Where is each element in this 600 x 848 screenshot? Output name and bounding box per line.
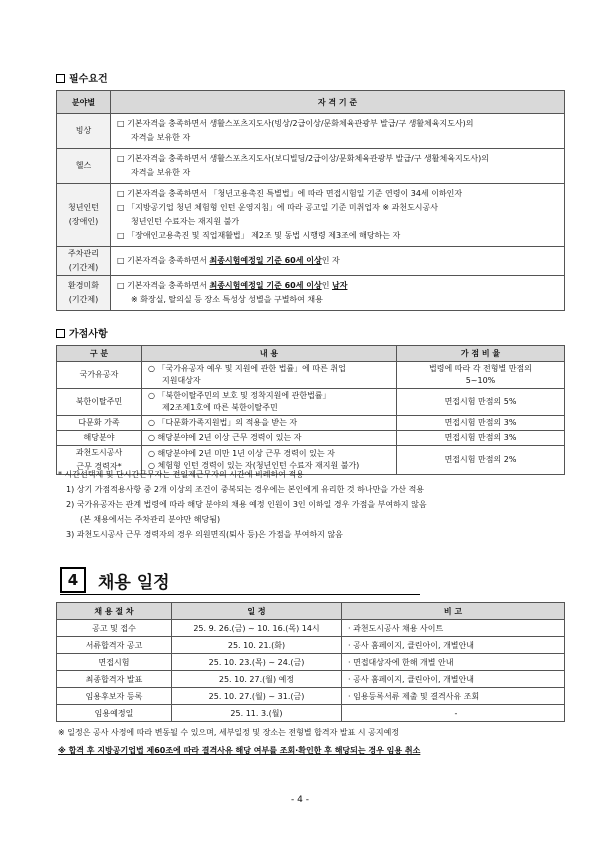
schedule-row xyxy=(57,705,565,722)
bonus-content-cell xyxy=(142,389,397,416)
bonus-row xyxy=(57,389,565,416)
schedule-step-cell xyxy=(57,705,172,722)
schedule-row xyxy=(57,654,565,671)
schedule-step: 공고 및 접수 xyxy=(92,623,136,633)
requirements-field-label: 청년인턴 xyxy=(68,203,99,212)
requirements-criteria-cell xyxy=(111,114,565,149)
requirements-header-criteria: 자 격 기 준 xyxy=(111,91,565,114)
criteria-line xyxy=(117,215,558,229)
bonus-content-cell xyxy=(142,416,397,431)
chapter-title: 채용 일정 xyxy=(98,573,170,593)
bonus-category-label: 해당분야 xyxy=(83,433,115,442)
bonus-content-line: ○ 해당분야에 2년 미만 1년 이상 근무 경력이 있는 자 xyxy=(148,449,335,458)
bonus-rate-value: 5~10% xyxy=(465,376,496,385)
schedule-date: 25. 10. 27.(월) 예정 xyxy=(218,674,295,684)
bonus-rate-cell xyxy=(397,362,565,389)
bonus-rate-cell xyxy=(397,431,565,446)
bonus-content-line: ○ 「국가유공자 예우 및 지원에 관한 법률」에 따른 취업 xyxy=(148,364,346,373)
schedule-step-cell xyxy=(57,688,172,705)
schedule-table xyxy=(56,602,565,722)
schedule-step: 면접시험 xyxy=(98,657,130,667)
schedule-row xyxy=(57,688,565,705)
schedule-remark: · 공사 홈페이지, 클린아이, 개별안내 xyxy=(348,640,474,650)
bonus-rate-value: 면접시험 만점의 5% xyxy=(444,397,517,406)
schedule-date: 25. 9. 26.(금) ~ 10. 16.(목) 14시 xyxy=(193,623,320,633)
criteria-text: 자격을 보유한 자 xyxy=(131,133,191,142)
schedule-row xyxy=(57,671,565,688)
disqualification-footnote: ※ 합격 후 지방공기업법 제60조에 따라 결격사유 해당 여부를 조회·확인한 후 해당되는 경우 임용 취소 xyxy=(58,746,421,755)
schedule-step-cell xyxy=(57,671,172,688)
criteria-text: 자격을 보유한 자 xyxy=(131,168,191,177)
bonus-table xyxy=(56,345,565,475)
requirements-criteria-cell xyxy=(111,276,565,311)
schedule-date-cell xyxy=(172,705,342,722)
schedule-remark: · 임용등록서류 제출 및 결격사유 조회 xyxy=(348,691,480,701)
bonus-content-line: ○ 「북한이탈주민의 보호 및 정착지원에 관한법률」 xyxy=(148,391,331,400)
bonus-rate-value: 면접시험 만점의 3% xyxy=(444,418,517,427)
bonus-category-label: 근무 경력자* xyxy=(76,462,122,471)
schedule-step: 서류합격자 공고 xyxy=(85,640,143,650)
schedule-remark: - xyxy=(454,708,458,718)
criteria-line xyxy=(117,152,558,166)
criteria-line xyxy=(117,117,558,131)
criteria-text: 인 xyxy=(321,281,332,290)
section-bonus-heading: 가점사항 xyxy=(56,325,108,340)
requirements-criteria-cell xyxy=(111,184,565,247)
bonus-category-label: 북한이탈주민 xyxy=(75,397,123,406)
schedule-date-cell xyxy=(172,637,342,654)
bonus-header-category: 구 분 xyxy=(57,346,142,362)
schedule-header-step: 채 용 절 차 xyxy=(57,603,172,620)
criteria-text: □ 「장애인고용촉진 및 직업재활법」 제2조 및 동법 시행령 제3조에 해당하는 자 xyxy=(117,231,401,240)
bonus-header-rate: 가 점 비 율 xyxy=(397,346,565,362)
requirements-field-cell xyxy=(57,149,111,184)
page-number: - 4 - xyxy=(291,795,309,805)
bonus-content-cell xyxy=(142,362,397,389)
criteria-text: 인 자 xyxy=(321,256,340,265)
bonus-category-label: 과천도시공사 xyxy=(75,448,123,457)
checkbox-square-icon xyxy=(56,74,65,83)
bonus-content-line: 지원대상자 xyxy=(162,376,201,385)
bonus-note: (본 채용에서는 주차관리 분야만 해당됨) xyxy=(80,515,221,524)
requirements-row xyxy=(57,184,565,247)
schedule-step-cell xyxy=(57,654,172,671)
criteria-text: 남자 xyxy=(331,281,348,290)
schedule-remark-cell xyxy=(342,705,565,722)
bonus-category-label: 국가유공자 xyxy=(79,370,119,379)
bonus-content-line: ○ 체험형 인턴 경력이 있는 자(청년인턴 수료자 재지원 불가) xyxy=(148,461,360,470)
bonus-note: * 시간선택제 및 단시간근무자는 전일제근무자의 시간에 비례하여 적용 xyxy=(58,470,304,479)
criteria-text: ※ 화장실, 탈의실 등 장소 특성상 성별을 구별하여 채용 xyxy=(131,295,323,304)
requirements-field-label: 주차관리 xyxy=(68,249,99,258)
bonus-rate-cell xyxy=(397,389,565,416)
bonus-content-cell xyxy=(142,431,397,446)
schedule-date-cell xyxy=(172,688,342,705)
bonus-notes xyxy=(58,467,427,542)
bonus-row xyxy=(57,431,565,446)
schedule-remark-cell xyxy=(342,654,565,671)
bonus-category-cell xyxy=(57,416,142,431)
schedule-header-remark: 비 고 xyxy=(342,603,565,620)
bonus-category-cell xyxy=(57,389,142,416)
schedule-step-cell xyxy=(57,620,172,637)
requirements-field-label: (기간제) xyxy=(68,263,99,272)
schedule-date: 25. 10. 27.(월) ~ 31.(금) xyxy=(208,691,305,701)
chapter-number: 4 xyxy=(60,567,86,593)
schedule-step: 임용후보자 등록 xyxy=(85,691,143,701)
requirements-criteria-cell xyxy=(111,247,565,276)
schedule-remark: · 과천도시공사 채용 사이트 xyxy=(348,623,444,633)
bonus-category-cell xyxy=(57,431,142,446)
schedule-date-cell xyxy=(172,671,342,688)
criteria-text: □ 기본자격을 충족하면서 xyxy=(117,281,210,290)
criteria-text: 최종시험예정일 기준 60세 이상 xyxy=(209,281,322,290)
bonus-rate-value: 면접시험 만점의 3% xyxy=(444,433,517,442)
requirements-row xyxy=(57,276,565,311)
schedule-date: 25. 10. 21.(화) xyxy=(227,640,286,650)
criteria-line xyxy=(117,201,558,215)
criteria-text: 최종시험예정일 기준 60세 이상 xyxy=(209,256,322,265)
schedule-footnote: ※ 일정은 공사 사정에 따라 변동될 수 있으며, 세부일정 및 장소는 전형별 합격자 발표 시 공지예정 xyxy=(58,728,400,737)
schedule-date-cell xyxy=(172,620,342,637)
schedule-date: 25. 10. 23.(목) ~ 24.(금) xyxy=(208,657,305,667)
criteria-line xyxy=(117,131,558,145)
requirements-field-label: (장애인) xyxy=(68,217,99,226)
schedule-remark: · 면접대상자에 한해 개별 안내 xyxy=(348,657,454,667)
criteria-text: 청년인턴 수료자는 재지원 불가 xyxy=(131,217,240,226)
criteria-text: □ 기본자격을 충족하면서 생활스포츠지도사(빙상/2급이상/문화체육관광부 발급/구 생활체육지도사)의 xyxy=(117,119,474,128)
criteria-line xyxy=(117,279,558,293)
requirements-field-label: (기간제) xyxy=(68,295,99,304)
requirements-field-cell xyxy=(57,114,111,149)
schedule-remark-cell xyxy=(342,688,565,705)
schedule-remark-cell xyxy=(342,637,565,654)
requirements-field-cell xyxy=(57,247,111,276)
schedule-header-date: 일 정 xyxy=(172,603,342,620)
requirements-row xyxy=(57,247,565,276)
bonus-content-line: ○ 「다문화가족지원법」의 적용을 받는 자 xyxy=(148,418,298,427)
checkbox-square-icon xyxy=(56,329,65,338)
schedule-row xyxy=(57,620,565,637)
bonus-content-line: ○ 해당분야에 2년 이상 근무 경력이 있는 자 xyxy=(148,433,302,442)
bonus-row xyxy=(57,416,565,431)
requirements-field-cell xyxy=(57,276,111,311)
schedule-remark-cell xyxy=(342,671,565,688)
schedule-step: 최종합격자 발표 xyxy=(85,674,143,684)
bonus-note: 3) 과천도시공사 근무 경력자의 경우 의원면직(퇴사 등)은 가점을 부여하지 않음 xyxy=(66,530,343,539)
schedule-date-cell xyxy=(172,654,342,671)
criteria-text: □ 「지방공기업 청년 체험형 인턴 운영지침」에 따라 공고일 기준 미취업자 ※ 과천도시공사 xyxy=(117,203,438,212)
bonus-category-cell xyxy=(57,362,142,389)
bonus-note: 1) 상기 가점적용사항 중 2개 이상의 조건이 중복되는 경우에는 본인에게 유리한 것 하나만을 가산 적용 xyxy=(66,485,425,494)
criteria-text: □ 기본자격을 충족하면서 생활스포츠지도사(보디빌딩/2급이상/문화체육관광부 발급/구 생활체육지도사)의 xyxy=(117,154,489,163)
criteria-line xyxy=(117,293,558,307)
requirements-header-field: 분야별 xyxy=(57,91,111,114)
schedule-row xyxy=(57,637,565,654)
bonus-rate-cell xyxy=(397,416,565,431)
requirements-criteria-cell xyxy=(111,149,565,184)
bonus-rate-value: 면접시험 만점의 2% xyxy=(444,455,517,464)
schedule-step-cell xyxy=(57,637,172,654)
bonus-category-label: 다문화 가족 xyxy=(78,418,120,427)
requirements-row xyxy=(57,149,565,184)
bonus-note: 2) 국가유공자는 관계 법령에 따라 해당 분야의 채용 예정 인원이 3인 이하일 경우 가점을 부여하지 않음 xyxy=(66,500,427,509)
criteria-line xyxy=(117,229,558,243)
schedule-date: 25. 11. 3.(월) xyxy=(230,708,283,718)
schedule-remark-cell xyxy=(342,620,565,637)
requirements-field-label: 헬스 xyxy=(75,161,92,170)
criteria-line xyxy=(117,166,558,180)
schedule-step: 임용예정일 xyxy=(94,708,134,718)
section-requirements-heading: 필수요건 xyxy=(56,70,108,85)
criteria-line xyxy=(117,254,558,268)
criteria-text: □ 기본자격을 충족하면서 xyxy=(117,256,210,265)
bonus-row xyxy=(57,362,565,389)
requirements-field-cell xyxy=(57,184,111,247)
criteria-text: □ 기본자격을 충족하면서 「청년고용촉진 특별법」에 따라 면접시험일 기준 연령이 34세 이하인자 xyxy=(117,189,463,198)
schedule-remark: · 공사 홈페이지, 클린아이, 개별안내 xyxy=(348,674,474,684)
requirements-field-label: 빙상 xyxy=(75,126,92,135)
chapter-heading xyxy=(60,565,420,595)
bonus-content-line: 제2조제1호에 따른 북한이탈주민 xyxy=(162,403,278,412)
criteria-line xyxy=(117,187,558,201)
requirements-table xyxy=(56,90,565,311)
requirements-row xyxy=(57,114,565,149)
requirements-field-label: 환경미화 xyxy=(68,281,99,290)
bonus-header-content: 내 용 xyxy=(142,346,397,362)
bonus-rate-value: 법령에 따라 각 전형별 만점의 xyxy=(429,364,532,373)
